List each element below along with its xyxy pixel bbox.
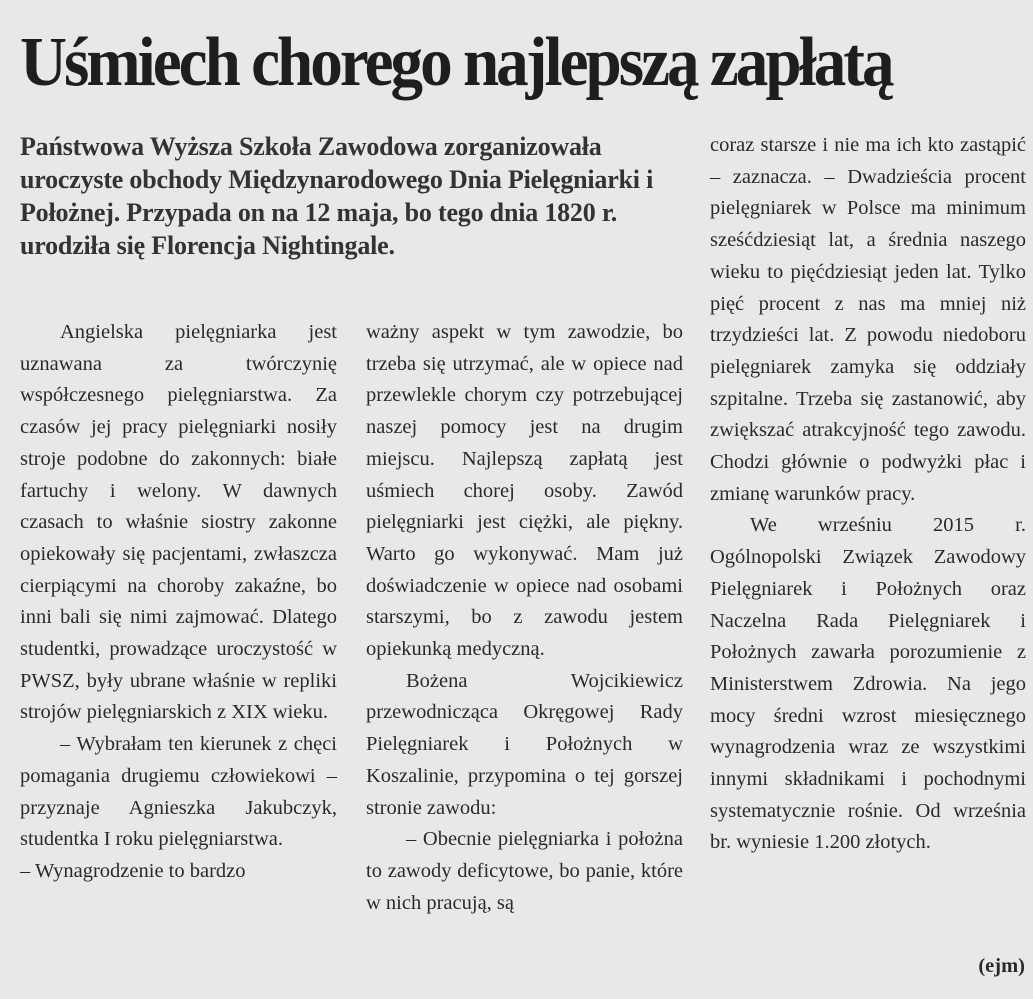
body-paragraph: coraz starsze i nie ma ich kto zastąpić – zaznacza. – Dwadzieścia procent pielęgniarek w Polsce ma minimum sześćdziesiąt lat, a średnia naszego wieku to pięćdziesiąt jeden lat. Tylko pięć procent z nas ma mniej niż trzydzieści lat. Z powodu niedoboru pielęgniarek zamyka się oddziały szpitalne. Trzeba się zastanowić, aby zwiększać atrakcyjność tego zawodu. Chodzi głównie o podwyżki płac i zmianę warunków pracy. — [710, 134, 1026, 505]
body-paragraph: ważny aspekt w tym zawodzie, bo trzeba się utrzymać, ale w opiece nad przewlekle chorym czy potrzebującej naszej pomocy jest na drugim miejscu. Najlepszą zapłatą jest uśmiech chorej osoby. Zawód pielęgniarki jest ciężki, ale piękny. Warto go wykonywać. Mam już doświadczenie w opiece nad osobami starszymi, bo z zawodu jestem opiekunką medyczną. — [366, 321, 683, 661]
lead-paragraph: Państwowa Wyższa Szkoła Zawodowa zorganizowała uroczyste obchody Międzynarodowego Dnia Pielęgniarki i Położnej. Przypada on na 12 maja, bo tego dnia 1820 r. urodziła się Florencja Nightingale. — [20, 132, 654, 260]
column-3 — [710, 130, 1026, 859]
body-paragraph: Bożena Wojcikiewicz przewodnicząca Okręgowej Rady Pielęgniarek i Położnych w Koszalinie, przypomina o tej gorszej stronie zawodu: — [366, 669, 683, 819]
column-2 — [366, 317, 683, 919]
body-paragraph: – Wybrałam ten kierunek z chęci pomagania drugiemu człowiekowi – przyznaje Agnieszka Jakubczyk, studentka I roku pielęgniarstwa. — [20, 733, 337, 851]
body-paragraph: Angielska pielęgniarka jest uznawana za twórczynię współczesnego pielęgniarstwa. Za czasów jej pracy pielęgniarki nosiły stroje podobne do zakonnych: białe fartuchy i welony. W dawnych czasach to właśnie siostry zakonne opiekowały się pacjentami, zwłaszcza cierpiącymi na choroby zakaźne, bo inni bali się nimi zajmować. Dlatego studentki, prowadzące uroczystość w PWSZ, były ubrane właśnie w repliki strojów pielęgniarskich z XIX wieku. — [20, 321, 337, 724]
column-1 — [20, 317, 337, 888]
body-paragraph: – Wynagrodzenie to bardzo — [20, 859, 246, 882]
body-paragraph: – Obecnie pielęgniarka i położna to zawody deficytowe, bo panie, które w nich pracują, są — [366, 828, 683, 914]
headline: Uśmiech chorego najlepszą zapłatą — [20, 24, 892, 101]
body-paragraph: We wrześniu 2015 r. Ogólnopolski Związek Zawodowy Pielęgniarek i Położnych oraz Naczelna Rada Pielęgniarek i Położnych zawarła porozumienie z Ministerstwem Zdrowia. Na jego mocy średni wzrost miesięcznego wynagrodzenia wraz ze wszystkimi innymi składnikami i pochodnymi systematycznie rośnie. Od września br. wyniesie 1.200 złotych. — [710, 514, 1026, 854]
author-signature: (ejm) — [978, 955, 1025, 977]
